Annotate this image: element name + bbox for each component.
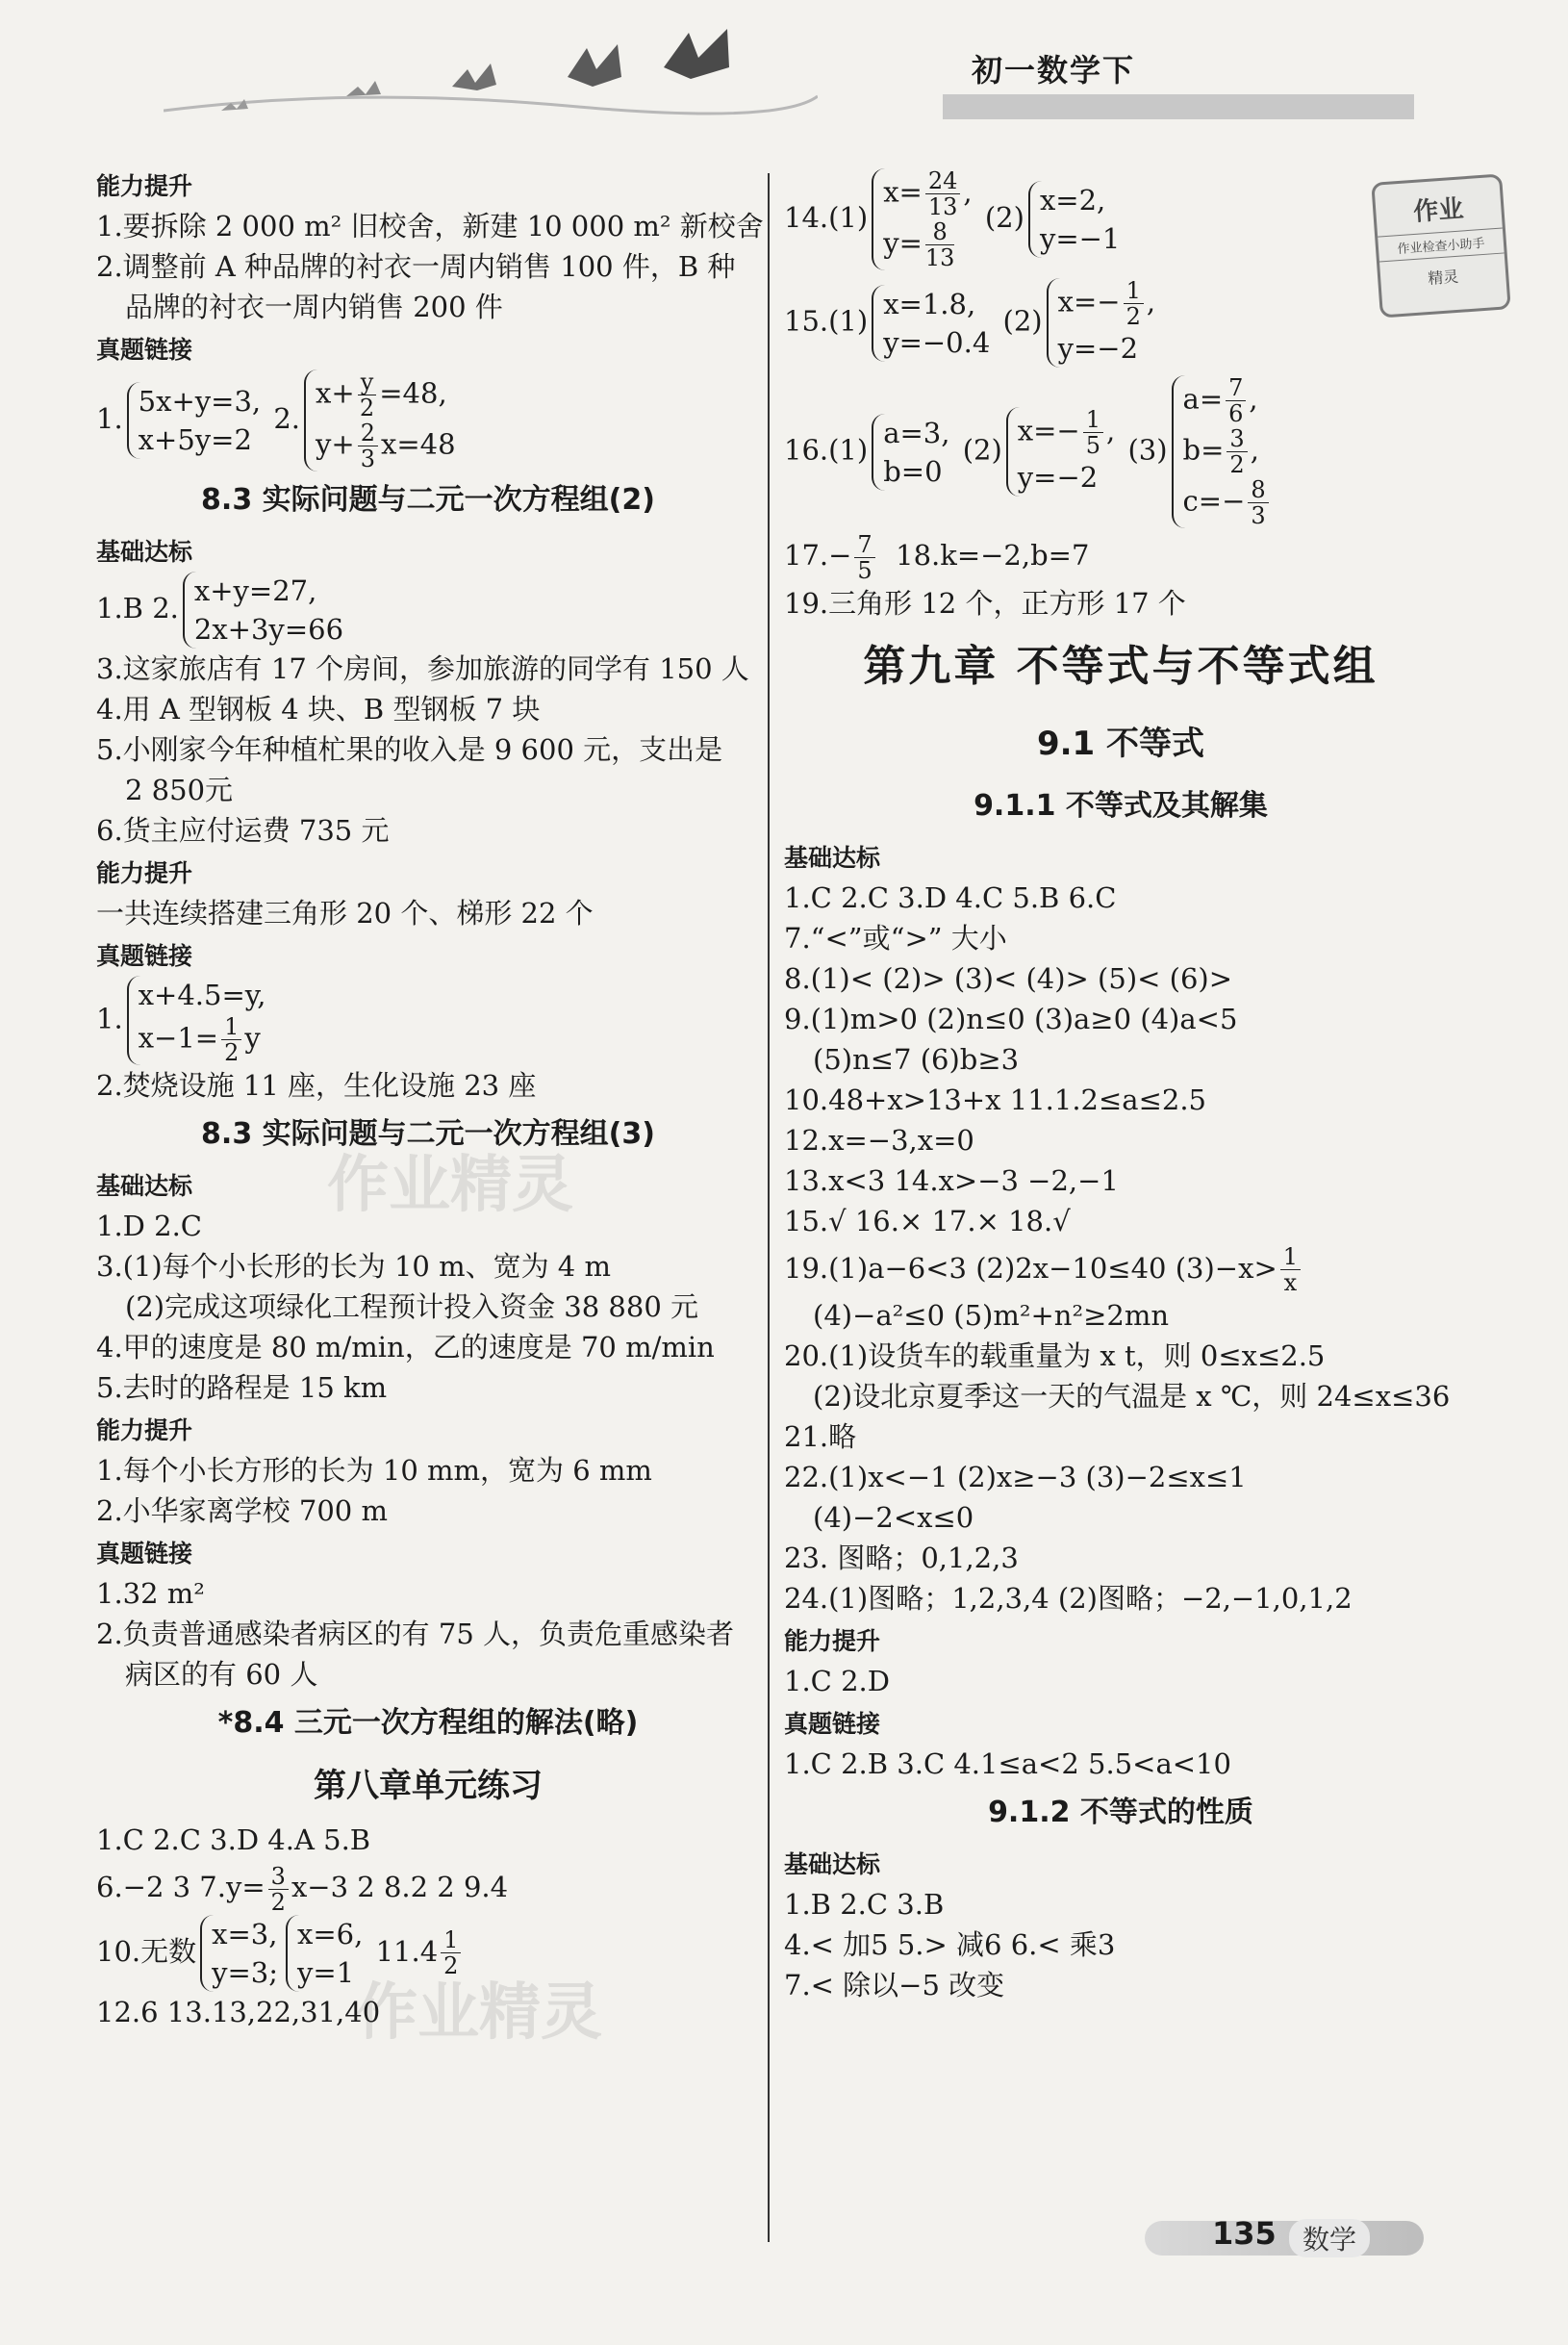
answer-line: 1.B 2.C 3.B (784, 1888, 945, 1921)
equation-system: a= $\frac{7}{6}$ , b= $\frac{3}{2}$ , c=− $\frac{8}{3}$ (1172, 375, 1272, 528)
page-footer (1145, 2213, 1424, 2261)
answer-line: 1.D 2.C (96, 1210, 202, 1242)
fraction: $\frac{2}{3}$ (358, 421, 378, 472)
answer-line: (2)设北京夏季这一天的气温是 x ℃，则 24≤x≤36 (813, 1380, 1451, 1413)
equation-system: x=3, y=3; (200, 1915, 278, 1992)
fraction: $\frac{8}{13}$ (924, 218, 955, 271)
fraction: $\frac{1}{2}$ (221, 1014, 241, 1065)
answer-line: 14.(1) x= $\frac{24}{13}$ , y= $\frac{8}{13}$ (2) x=2, y=−1 (784, 167, 1121, 271)
fraction: $\frac{8}{3}$ (1248, 477, 1268, 528)
subheading: 能力提升 (96, 172, 193, 200)
fraction: $\frac{1}{5}$ (1083, 407, 1103, 458)
equation-system: x+y=27, 2x+3y=66 (183, 572, 343, 649)
watermark: 作业精灵 (356, 1977, 602, 2049)
subheading: 真题链接 (96, 336, 193, 364)
section-title: 9.1 不等式 (1036, 724, 1205, 763)
fraction: $\frac{3}{2}$ (268, 1864, 289, 1915)
subheading: 基础达标 (96, 538, 193, 566)
equation-system: x=− $\frac{1}{5}$ , y=−2 (1006, 407, 1115, 497)
answer-line: 一共连续搭建三角形 20 个、梯形 22 个 (96, 897, 594, 930)
fraction: $\frac{7}{6}$ (1226, 375, 1246, 426)
answer-line: 20.(1)设货车的载重量为 x t，则 0≤x≤2.5 (784, 1339, 1326, 1372)
left-column (96, 164, 764, 2032)
answer-line: (2)完成这项绿化工程预计投入资金 38 880 元 (125, 1290, 698, 1323)
answer-line: 2.焚烧设施 11 座，生化设施 23 座 (96, 1069, 537, 1102)
answer-line: 6.−2 3 7.y= $\frac{3}{2}$ x−3 2 8.2 2 9.4 (96, 1862, 509, 1916)
fraction: $\frac{1}{2}$ (441, 1927, 461, 1978)
unit-exercise-title: 第八章单元练习 (314, 1767, 543, 1805)
stamp-top: 作业 (1412, 194, 1465, 227)
equation-system: x+ $\frac{y}{2}$ =48, y+ $\frac{2}{3}$ x=48 (304, 370, 456, 472)
equation-system: x=2, y=−1 (1028, 181, 1120, 258)
page-number: 135 (1212, 2215, 1277, 2252)
answer-line: 17.− $\frac{7}{5}$ 18.k=−2,b=7 (784, 530, 1090, 584)
birds-decoration-icon (164, 19, 818, 135)
equation-system: 5x+y=3, x+5y=2 (127, 382, 261, 459)
answer-line: 1. 5x+y=3, x+5y=2 2. x+ $\frac{y}{2}$ =48, y+ $\frac{2}{3}$ x=48 (96, 369, 456, 472)
answer-line: 6.货主应付运费 735 元 (96, 814, 390, 847)
answer-line: 12.x=−3,x=0 (784, 1123, 974, 1157)
answer-line: 1.C 2.C 3.D 4.C 5.B 6.C (784, 880, 1117, 914)
subheading: 真题链接 (96, 1540, 193, 1568)
chapter-title: 第九章 不等式与不等式组 (863, 641, 1378, 691)
answer-line: 1.32 m² (96, 1577, 205, 1610)
answer-line: 1.要拆除 2 000 m² 旧校舍，新建 10 000 m² 新校舍 (96, 210, 764, 242)
answer-line: (5)n≤7 (6)b≥3 (813, 1042, 1020, 1076)
fraction: $\frac{3}{2}$ (1227, 426, 1247, 477)
subheading: 基础达标 (784, 1850, 881, 1878)
watermark: 作业精灵 (327, 1150, 573, 1221)
subheading: 能力提升 (784, 1627, 881, 1655)
equation-system: x= $\frac{24}{13}$ , y= $\frac{8}{13}$ (872, 168, 972, 270)
subheading: 能力提升 (96, 1416, 193, 1444)
answer-line: 7.< 除以−5 改变 (784, 1969, 1005, 2001)
answer-line: 16.(1) a=3, b=0 (2) x=− $\frac{1}{5}$ , y=−2 (3) a= $\frac{7}{6}$ , b= $\frac{3}{2}$ , c=− $\frac{8}{3}$ (784, 375, 1457, 528)
subheading: 基础达标 (784, 843, 881, 872)
answer-line: 1.每个小长方形的长为 10 mm，宽为 6 mm (96, 1454, 652, 1487)
answer-line: 22.(1)x<−1 (2)x≥−3 (3)−2≤x≤1 (784, 1461, 1247, 1493)
answer-line: 7.“<”或“>” 大小 (784, 921, 1007, 955)
answer-line: 3.这家旅店有 17 个房间，参加旅游的同学有 150 人 (96, 652, 749, 685)
right-column (784, 168, 1457, 2005)
answer-line: 10.48+x>13+x 11.1.2≤a≤2.5 (784, 1083, 1206, 1116)
stamp-bottom: 精灵 (1427, 267, 1459, 289)
answer-line: 13.x<3 14.x>−3 −2,−1 (784, 1163, 1119, 1197)
answer-line: (4)−a²≤0 (5)m²+n²≥2mn (813, 1299, 1169, 1332)
equation-system: x=1.8, y=−0.4 (872, 285, 990, 362)
answer-line: 1.C 2.B 3.C 4.1≤a<2 5.5<a<10 (784, 1747, 1231, 1780)
answer-line: 12.6 13.13,22,31,40 (96, 1995, 381, 2028)
answer-line: 4.< 加5 5.> 减6 6.< 乘3 (784, 1928, 1116, 1961)
section-title: 9.1.2 不等式的性质 (988, 1796, 1253, 1829)
equation-system: x=6, y=1 (286, 1915, 363, 1992)
subheading: 真题链接 (784, 1710, 881, 1738)
fraction: $\frac{y}{2}$ (358, 370, 377, 421)
section-title: *8.4 三元一次方程组的解法(略) (217, 1706, 639, 1740)
answer-line: 24.(1)图略；1,2,3,4 (2)图略；−2,−1,0,1,2 (784, 1582, 1353, 1615)
answer-line: 5.去时的路程是 15 km (96, 1371, 388, 1404)
column-divider (768, 173, 770, 2242)
answer-line: 4.用 A 型钢板 4 块、B 型钢板 7 块 (96, 693, 541, 726)
equation-system: x=− $\frac{1}{2}$ , y=−2 (1047, 278, 1155, 368)
answer-line: 9.(1)m>0 (2)n≤0 (3)a≥0 (4)a<5 (784, 1002, 1238, 1035)
header-title: 初一数学下 (972, 52, 1136, 89)
fraction: $\frac{7}{5}$ (854, 532, 874, 583)
answer-line: 5.小刚家今年种植杧果的收入是 9 600 元，支出是 (96, 733, 723, 766)
answer-line: 品牌的衬衣一周内销售 200 件 (125, 291, 503, 323)
fraction: $\frac{1}{x}$ (1280, 1244, 1301, 1295)
fraction: $\frac{1}{2}$ (1124, 278, 1144, 329)
footer-band (1145, 2221, 1424, 2256)
answer-line: 2.负责普通感染者病区的有 75 人，负责危重感染者 (96, 1618, 735, 1650)
answer-line: 15.(1) x=1.8, y=−0.4 (2) x=− $\frac{1}{2}$ , y=−2 (784, 278, 1457, 368)
subheading: 能力提升 (96, 859, 193, 887)
answer-line: 1. x+4.5=y, x−1= $\frac{1}{2}$ y (96, 976, 760, 1065)
answer-line: 23. 图略；0,1,2,3 (784, 1542, 1019, 1574)
answer-line: 1.C 2.D (784, 1665, 890, 1697)
answer-line: 8.(1)< (2)> (3)< (4)> (5)< (6)> (784, 961, 1233, 995)
section-title: 8.3 实际问题与二元一次方程组(2) (201, 483, 655, 517)
answer-line: 1.C 2.C 3.D 4.A 5.B (96, 1823, 371, 1856)
fraction: $\frac{24}{13}$ (925, 168, 961, 219)
subheading: 基础达标 (96, 1172, 193, 1200)
answer-line: 21.略 (784, 1420, 857, 1453)
subject-label: 数学 (1289, 2219, 1370, 2257)
answer-line: 2 850元 (125, 774, 234, 806)
answer-line: (4)−2<x≤0 (813, 1501, 974, 1534)
answer-line: 10.无数 x=3, y=3; x=6, y=1 11.4 $\frac{1}{2}$ (96, 1915, 760, 1992)
stamp-mid: 作业检查小助手 (1378, 228, 1505, 263)
section-title: 8.3 实际问题与二元一次方程组(3) (201, 1117, 655, 1151)
answer-line: 4.甲的速度是 80 m/min，乙的速度是 70 m/min (96, 1331, 715, 1364)
answer-line: 19.(1)a−6<3 (2)2x−10≤40 (3)−x> $\frac{1}{x}$ (784, 1241, 1457, 1296)
header-bar (943, 94, 1414, 119)
answer-line: 2.小华家离学校 700 m (96, 1494, 388, 1527)
answer-line: 病区的有 60 人 (125, 1658, 318, 1691)
equation-system: a=3, b=0 (872, 414, 949, 491)
answer-line: 15.√ 16.× 17.× 18.√ (784, 1204, 1071, 1237)
answer-line: 2.调整前 A 种品牌的衬衣一周内销售 100 件，B 种 (96, 250, 736, 283)
answer-line: 19.三角形 12 个，正方形 17 个 (784, 586, 1186, 620)
answer-line: 3.(1)每个小长形的长为 10 m、宽为 4 m (96, 1250, 611, 1283)
section-title: 9.1.1 不等式及其解集 (974, 788, 1268, 823)
answer-line: 1.B 2. x+y=27, 2x+3y=66 (96, 572, 760, 649)
equation-system: x+4.5=y, x−1= $\frac{1}{2}$ y (127, 976, 266, 1065)
subheading: 真题链接 (96, 942, 193, 970)
